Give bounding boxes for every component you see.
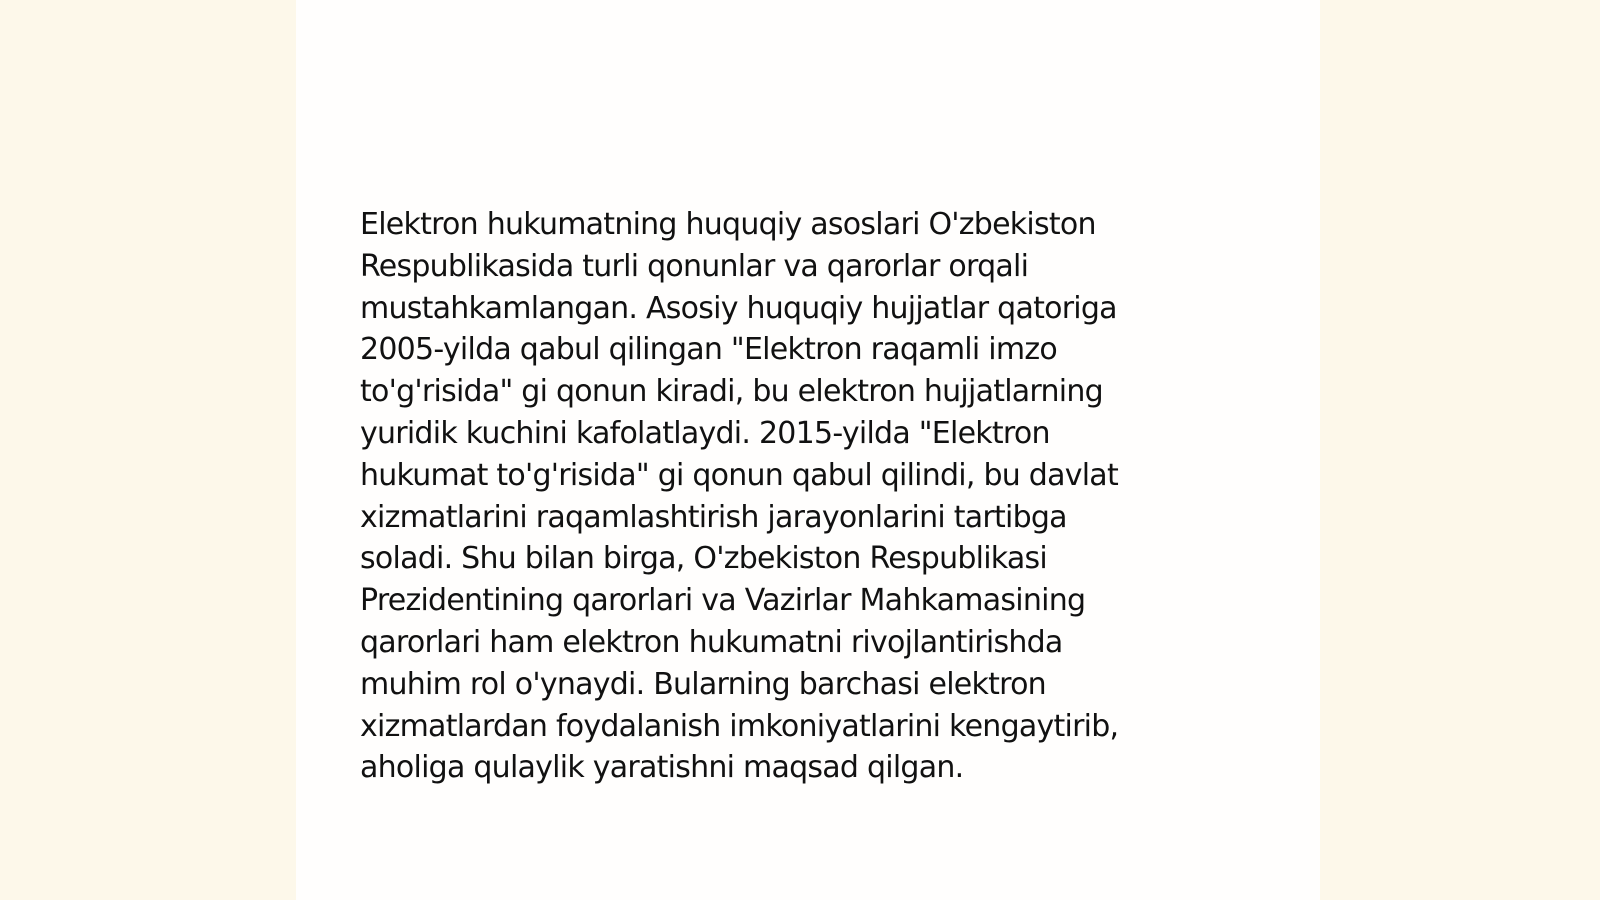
document-page [296, 0, 1320, 900]
body-paragraph: Elektron hukumatning huquqiy asoslari O'zbekiston Respublikasida turli qonunlar va qarorlar orqali mustahkamlangan. Asosiy huquqiy hujjatlar qatoriga 2005-yilda qabul qilingan "Elektron raqamli imzo to'g'risida" gi qonun kiradi, bu elektron hujjatlarning yuridik kuchini kafolatlaydi. 2015-yilda "Elektron hukumat to'g'risida" gi qonun qabul qilindi, bu davlat xizmatlarini raqamlashtirish jarayonlarini tartibga soladi. Shu bilan birga, O'zbekiston Respublikasi Prezidentining qarorlari va Vazirlar Mahkamasining qarorlari ham elektron hukumatni rivojlantirishda muhim rol o'ynaydi. Bularning barchasi elektron xizmatlardan foydalanish imkoniyatlarini kengaytirib, aholiga qulaylik yaratishni maqsad qilgan. [360, 207, 1119, 786]
right-margin-background [1320, 0, 1600, 900]
left-margin-background [0, 0, 296, 900]
